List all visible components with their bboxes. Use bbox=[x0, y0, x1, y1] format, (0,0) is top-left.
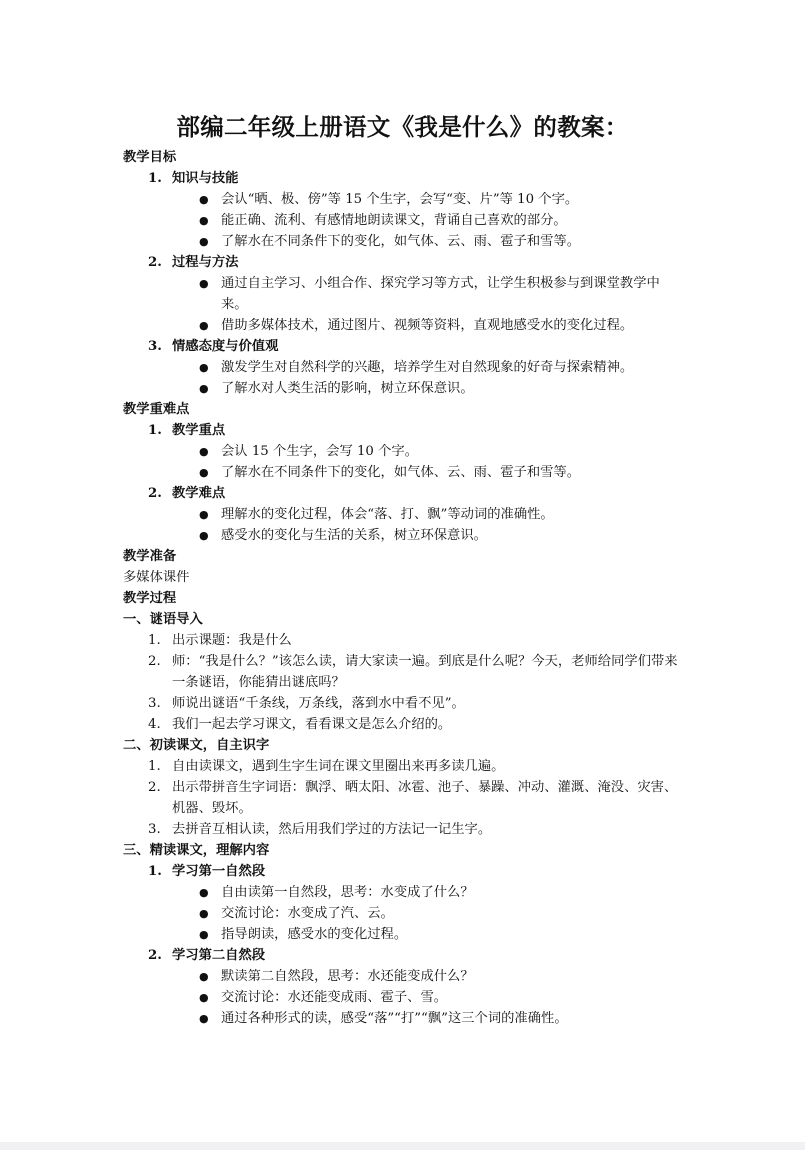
subsection-heading: 三、精读课文，理解内容 bbox=[123, 843, 270, 858]
bullet-icon: ● bbox=[199, 235, 209, 248]
section-heading-objectives: 教学目标 bbox=[123, 150, 177, 165]
bullet-icon: ● bbox=[199, 214, 209, 227]
list-item: 3. 去拼音互相认读，然后用我们学过的方法记一记生字。 bbox=[148, 822, 492, 837]
list-number: 2. bbox=[148, 255, 162, 270]
list-item: ● 指导朗读，感受水的变化过程。 bbox=[123, 924, 693, 945]
keypoint-group bbox=[123, 420, 693, 441]
bullet-icon: ● bbox=[199, 907, 209, 920]
section-heading-keypoints: 教学重难点 bbox=[123, 402, 190, 417]
list-number: 1. bbox=[148, 171, 162, 186]
bullet-icon: ● bbox=[199, 445, 209, 458]
bullet-icon: ● bbox=[199, 529, 209, 542]
objective-group bbox=[123, 336, 693, 357]
list-item: ● 能正确、流利、有感情地朗读课文，背诵自己喜欢的部分。 bbox=[123, 210, 693, 231]
list-item: 1. 自由读课文，遇到生字生词在课文里圈出来再多读几遍。 bbox=[148, 759, 505, 774]
list-item: 2. 出示带拼音生字词语：飘浮、晒太阳、冰雹、池子、暴躁、冲动、灌溉、淹没、灾害、机器、毁坏。 bbox=[148, 780, 678, 816]
list-item: ● 交流讨论：水变成了汽、云。 bbox=[123, 903, 693, 924]
list-item: ● 会认 15 个生字，会写 10 个字。 bbox=[123, 441, 693, 462]
list-item: 4. 我们一起去学习课文，看看课文是怎么介绍的。 bbox=[148, 717, 452, 732]
page-title: 部编二年级上册语文《我是什么》的教案： bbox=[176, 113, 629, 141]
list-item: 2. 师：“我是什么？”该怎么读，请大家读一遍。到底是什么呢？今天，老师给同学们带来一条谜语，你能猜出谜底吗？ bbox=[148, 654, 678, 690]
list-item: 3. 师说出谜语“千条线，万条线，落到水中看不见”。 bbox=[148, 696, 465, 711]
bullet-icon: ● bbox=[199, 886, 209, 899]
bullet-icon: ● bbox=[199, 193, 209, 206]
list-item: ● 交流讨论：水还能变成雨、雹子、雪。 bbox=[123, 987, 693, 1008]
bullet-icon: ● bbox=[199, 970, 209, 983]
group-label: 教学重点 bbox=[172, 423, 226, 438]
subsection-heading: 二、初读课文，自主识字 bbox=[123, 738, 270, 753]
process-group: 2. 学习第二自然段 bbox=[148, 948, 266, 963]
group-label: 教学难点 bbox=[172, 486, 226, 501]
list-item: ● 了解水在不同条件下的变化，如气体、云、雨、雹子和雪等。 bbox=[123, 462, 693, 483]
list-item: 1. 出示课题：我是什么 bbox=[148, 633, 292, 648]
bullet-icon: ● bbox=[199, 361, 209, 374]
prep-text: 多媒体课件 bbox=[123, 570, 190, 585]
bullet-icon: ● bbox=[199, 382, 209, 395]
bullet-icon: ● bbox=[199, 1012, 209, 1025]
list-number: 2. bbox=[148, 486, 162, 501]
page-bottom-band bbox=[0, 1142, 805, 1150]
list-item: ● 了解水在不同条件下的变化，如气体、云、雨、雹子和雪等。 bbox=[123, 231, 693, 252]
subsection-heading: 一、谜语导入 bbox=[123, 612, 203, 627]
list-item: ● 自由读第一自然段，思考：水变成了什么？ bbox=[123, 882, 693, 903]
list-number: 1. bbox=[148, 423, 162, 438]
keypoint-group bbox=[123, 483, 693, 504]
bullet-icon: ● bbox=[199, 466, 209, 479]
process-group: 1. 学习第一自然段 bbox=[148, 864, 266, 879]
list-item: ● 理解水的变化过程，体会“落、打、飘”等动词的准确性。 bbox=[123, 504, 693, 525]
bullet-icon: ● bbox=[199, 991, 209, 1004]
section-heading-process: 教学过程 bbox=[123, 591, 177, 606]
list-item: ● 激发学生对自然科学的兴趣，培养学生对自然现象的好奇与探索精神。 bbox=[123, 357, 693, 378]
objective-group bbox=[123, 168, 693, 189]
bullet-icon: ● bbox=[199, 928, 209, 941]
bullet-icon: ● bbox=[199, 277, 209, 290]
group-label: 知识与技能 bbox=[172, 171, 239, 186]
list-item: ● 借助多媒体技术，通过图片、视频等资料，直观地感受水的变化过程。 bbox=[123, 315, 693, 336]
bullet-icon: ● bbox=[199, 508, 209, 521]
list-item: ● 默读第二自然段，思考：水还能变成什么？ bbox=[123, 966, 693, 987]
list-item: ● 感受水的变化与生活的关系，树立环保意识。 bbox=[123, 525, 693, 546]
list-item: ● 了解水对人类生活的影响，树立环保意识。 bbox=[123, 378, 693, 399]
document-body bbox=[123, 147, 693, 1029]
bullet-icon: ● bbox=[199, 319, 209, 332]
group-label: 情感态度与价值观 bbox=[172, 339, 279, 354]
list-item: ● 通过各种形式的读，感受“落”“打”“飘”这三个词的准确性。 bbox=[123, 1008, 693, 1029]
list-number: 3. bbox=[148, 339, 162, 354]
list-item: ● 通过自主学习、小组合作、探究学习等方式，让学生积极参与到课堂教学中来。 bbox=[123, 273, 681, 315]
section-heading-prep: 教学准备 bbox=[123, 549, 177, 564]
list-item: ● 会认“晒、极、傍”等 15 个生字，会写“变、片”等 10 个字。 bbox=[123, 189, 693, 210]
objective-group bbox=[123, 252, 693, 273]
group-label: 过程与方法 bbox=[172, 255, 239, 270]
